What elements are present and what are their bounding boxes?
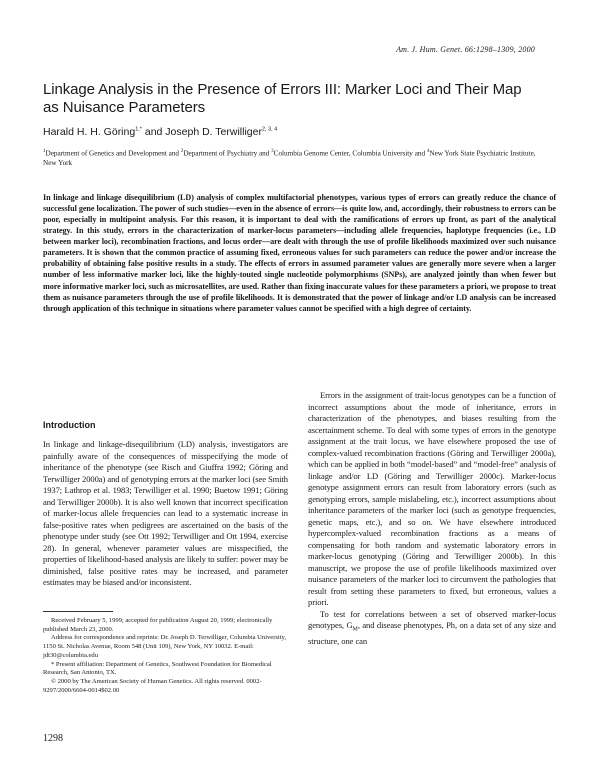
abstract: In linkage and linkage disequilibrium (LD) analysis of complex multifactorial phenotypes, various types of errors can greatly reduce the chance of successful gene localization. The power of such studies—even in the absence of errors—is quite low, and, accordingly, their robustness to errors can be poor, especially in multipoint analysis. For this reason, it is important to deal with the ramifications of errors up front, as part of the analytical strategy. In this study, errors in the characterization of marker-locus parameters—including allele frequencies, haplotype frequencies (i.e., LD between marker loci), recombination fractions, and locus order—are dealt with through the use of profile likelihoods maximized over such nuisance parameters. It is shown that the common practice of assuming fixed, erroneous values for such parameters can reduce the power and/or increase the probability of obtaining false positive results in a study. The effects of errors in assumed parameter values are generally more severe when a larger number of less informative marker loci, like the highly-touted single nucleotide polymorphisms (SNPs), are analyzed jointly than when fewer but more informative marker loci, such as microsatellites, are used. Rather than fixing inaccurate values for these parameters a priori, we propose to treat them as nuisance parameters through the use of profile likelihoods. It is demonstrated that the power of linkage and/or LD analysis can be increased through application of this technique in situations where parameter values cannot be specified with a high degree of certainty. <box>43 193 556 313</box>
affil-text-2: Department of Psychiatry and <box>183 149 272 158</box>
journal-citation: Am. J. Hum. Genet. 66:1298–1309, 2000 <box>396 45 535 54</box>
affil-marker-3: 3 <box>271 149 274 154</box>
affil-text-4: New York State Psychiatric Institute, New York <box>43 149 536 167</box>
affiliations <box>43 147 543 168</box>
left-column <box>43 420 288 589</box>
section-heading-introduction: Introduction <box>43 420 96 430</box>
genotype-subscript: M <box>352 626 358 633</box>
intro-paragraph-3-start: To test for correlations between a set of observed marker-locus genotypes, G <box>308 608 556 630</box>
author-terwilliger-affil: 2, 3, 4 <box>261 126 278 133</box>
title-line-2: as Nuisance Parameters <box>43 99 206 116</box>
intro-paragraph-3-end: , and disease phenotypes, Ph, on a data set of any size and structure, one can <box>308 620 556 647</box>
author-terwilliger: Joseph D. Terwilliger <box>165 126 262 138</box>
intro-paragraph-1: In linkage and linkage-disequilibrium (LD) analysis, investigators are painfully aware of the consequences of misspecifying the mode of inheritance of the phenotype (see Risch and Giuffra 1992; Göring and Terwilliger 2000a) and of genotyping errors at the marker loci (see Smith 1937; Lathrop et al. 1983; Terwilliger et al. 1990; Buetow 1991; Göring and Terwilliger 2000b). It is also well known that incorrect specification of marker-locus allele frequencies can lead to a systematic increase in false-positive rates when pedigrees are ascertained on the basis of the phenotype under study (see Ott 1992; Terwilliger and Ott 1994, exercise 28). In general, whenever parameter values are misspecified, the properties of likelihood-based analysis are likely to suffer: power may be diminished, false positive rates may be increased, and parameter estimates may be biased and/or inconsistent. <box>43 439 288 587</box>
author-goring-affil: 1,* <box>135 126 142 133</box>
right-column <box>308 390 556 648</box>
footnote-present-affiliation: * Present affiliation: Department of Genetics, Southwest Foundation for Biomedical Research, San Antonio, TX. <box>43 660 272 677</box>
affil-marker-4: 4 <box>426 149 430 154</box>
footnote-address: Address for correspondence and reprints: Dr. Joseph D. Terwilliger, Columbia University, 1150 St. Nicholas Avenue, Room 548 (Unit 109), New York, NY 10032. E-mail: jdt30@columbia.edu <box>43 634 287 659</box>
affil-marker-2: 2 <box>180 149 184 154</box>
title-line-1: Linkage Analysis in the Presence of Errors III: Marker Loci and Their Map <box>43 81 522 98</box>
footnotes <box>43 617 288 695</box>
author-connector: and <box>141 126 166 138</box>
footnote-copyright: © 2000 by The American Society of Human Genetics. All rights reserved. 0002-9297/2000/6604-0014$02.00 <box>43 677 262 694</box>
author-goring: Harald H. H. Göring <box>43 126 136 138</box>
affil-marker-1: 1 <box>43 149 46 154</box>
affil-text-1: Department of Genetics and Development and <box>45 149 181 158</box>
affil-text-3: Columbia Genome Center, Columbia University and <box>273 149 427 158</box>
intro-paragraph-3 <box>308 609 556 648</box>
author-list <box>43 126 277 138</box>
article-title <box>43 81 543 117</box>
intro-paragraph-2: Errors in the assignment of trait-locus genotypes can be a function of incorrect assumptions about the mode of inheritance, errors in characterization of the phenotypes, and biases resulting from the ascertainment scheme. To deal with some types of errors in the genotype assignment at the trait locus, we have elsewhere proposed the use of complex-valued recombination fractions (Göring and Terwilliger 2000a), which can be applied in both “model-based” and “model-free” analysis of linkage and/or LD (Göring and Terwilliger 2000c). Marker-locus genotype assignment errors can result from laboratory errors (such as genotyping errors, sample mislabeling, etc.), incorrect assumptions about inheritance parameters of the marker loci (such as genotype frequencies, genetic maps, etc.), and so on. We have elsewhere introduced hypercomplex-valued recombination fractions as a means of compensating for both random and systematic laboratory errors in marker-locus genotyping (Göring and Terwilliger 2000b). In this manuscript, we propose the use of profile likelihoods maximized over nuisance parameters of the marker loci to circumvent the pathologies that result from setting these parameters to fixed, but erroneous, values a priori. <box>308 390 556 607</box>
footnote-received: Received February 5, 1999; accepted for publication August 20, 1999; electronically published March 23, 2000. <box>43 617 273 633</box>
page-number: 1298 <box>43 733 63 744</box>
footnote-rule <box>43 611 113 612</box>
